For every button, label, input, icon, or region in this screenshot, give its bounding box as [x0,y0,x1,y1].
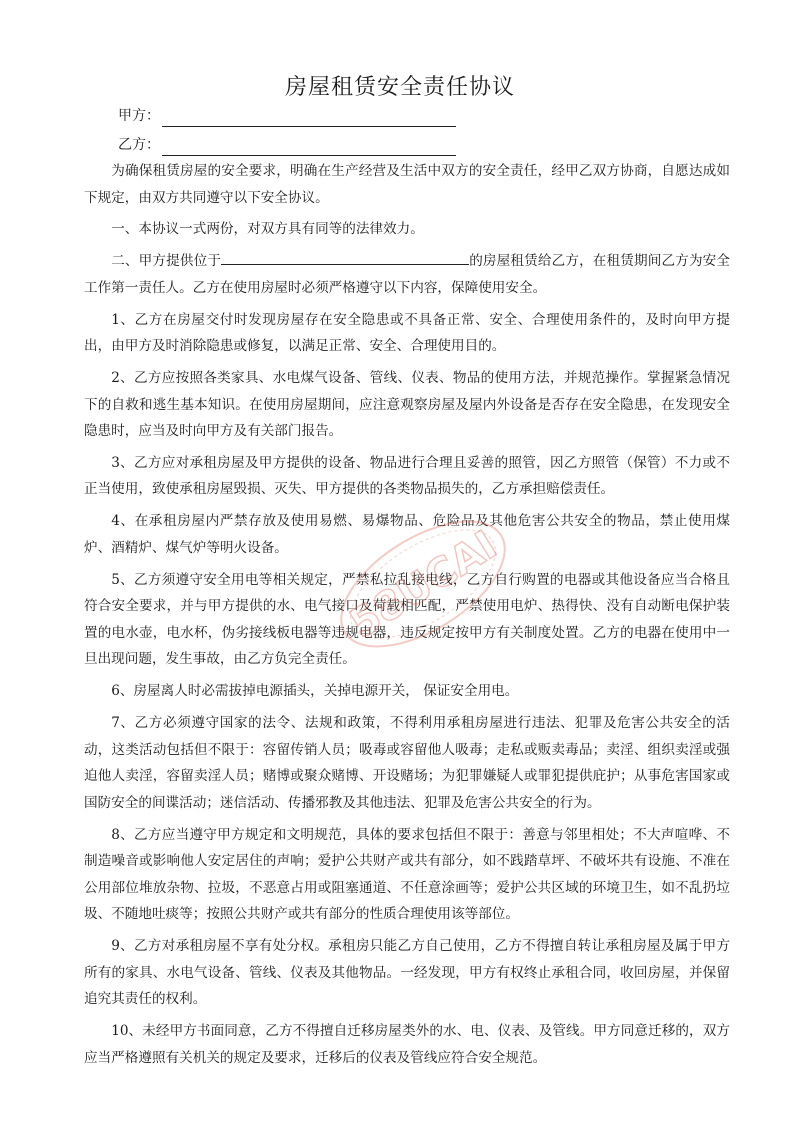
clause-item: 10、未经甲方书面同意，乙方不得擅自迁移房屋类外的水、电、仪表、及管线。甲方同意迁移的，双方应当严格遵照有关机关的规定及要求，迁移后的仪表及管线应符合安全规范。 [84,1023,730,1066]
clause-item: 8、乙方应当遵守甲方规定和文明规范，具体的要求包括但不限于：善意与邻里相处；不大声喧哗、不制造噪音或影响他人安定居住的声响；爱护公共财产或共有部分，如不践踏草坪、不破坏共有设施、不准在公用部位堆放杂物、拉圾，不恶意占用或阻塞通道、不任意涂画等；爱护公共区域的环境卫生，如不乱扔垃圾、不随地吐痰等；按照公共财产或共有部分的性质合理使用该等部位。 [84,826,730,923]
party-a-row [118,105,456,127]
clause-two [84,248,730,301]
document-title: 房屋租赁安全责任协议 [284,75,515,100]
clause-two-suffix: 的房屋租赁给乙方，在租赁期间乙方为安全工作第一责任人。乙方在使用房屋时必须严格遵守以下内容，保障使用安全。 [84,253,731,296]
party-b-blank-line[interactable] [162,139,456,156]
clause-item: 3、乙方应对承租房屋及甲方提供的设备、物品进行合理且妥善的照管，因乙方照管（保管）不力或不正当使用，致使承租房屋毁损、灭失、甲方提供的各类物品损失的，乙方承担赔偿责任。 [84,454,730,498]
party-a-blank-line[interactable] [162,110,456,127]
clause-item: 6、房屋离人时必需拔掉电源插头，关掉电源开关， 保证安全用电。 [111,683,519,700]
agreement-body [84,158,730,1076]
clause-item: 4、在承租房屋内严禁存放及使用易燃、易爆物品、危险品及其他危害公共安全的物品，禁止使用煤炉、酒精炉、煤气炉等明火设备。 [84,513,730,556]
clause-item: 7、乙方必须遵守国家的法令、法规和政策，不得利用承租房屋进行违法、犯罪及危害公共安全的活动，这类活动包括但不限于：容留传销人员；吸毒或容留他人吸毒；走私或贩卖毒品；卖淫、组织卖淫或强迫他人卖淫，容留卖淫人员；赌博或聚众赌博、开设赌场；为犯罪嫌疑人或罪犯提供庇护；从事危害国家或国防安全的间谍活动；迷信活动、传播邪教及其他违法、犯罪及危害公共安全的行为。 [84,714,730,811]
intro-paragraph: 为确保租赁房屋的安全要求，明确在生产经营及生活中双方的安全责任，经甲乙双方协商，自愿达成如下规定，由双方共同遵守以下安全协议。 [84,163,730,206]
party-a-label: 甲方： [118,108,160,124]
address-blank-line[interactable] [221,250,469,265]
watermark-text: 58UCAI [342,522,505,648]
clause-two-prefix: 二、甲方提供位于 [111,253,222,270]
clause-one: 一、本协议一式两份，对双方具有同等的法律效力。 [111,221,424,238]
clause-item: 1、乙方在房屋交付时发现房屋存在安全隐患或不具备正常、安全、合理使用条件的，及时向甲方提出，由甲方及时消除隐患或修复，以满足正常、安全、合理使用目的。 [84,311,730,355]
clause-item: 5、乙方须遵守安全用电等相关规定，严禁私拉乱接电线，乙方自行购置的电器或其他设备应当合格且符合安全要求，并与甲方提供的水、电气接口及荷载相匹配，严禁使用电炉、热得快、没有自动断电保护装置的电水壶，电水杯，伪劣接线板电器等违规电器，违反规定按甲方有关制度处置。乙方的电器在使用中一旦出现问题，发生事故，由乙方负完全责任。 [84,571,730,668]
party-b-label: 乙方： [118,137,160,153]
party-b-row [118,134,456,156]
clause-item: 9、乙方对承租房屋不享有处分权。承租房只能乙方自己使用，乙方不得擅自转让承租房屋及属于甲方所有的家具、水电气设备、管线、仪表及其他物品。一经发现，甲方有权终止承租合同，收回房屋，并保留追究其责任的权利。 [84,938,730,1008]
clause-item: 2、乙方应按照各类家具、水电煤气设备、管线、仪表、物品的使用方法，并规范操作。掌握紧急情况下的自救和逃生基本知识。在使用房屋期间，应注意观察房屋及屋内外设备是否存在安全隐患，在发现安全隐患时，应当及时向甲方及有关部门报告。 [84,369,730,440]
